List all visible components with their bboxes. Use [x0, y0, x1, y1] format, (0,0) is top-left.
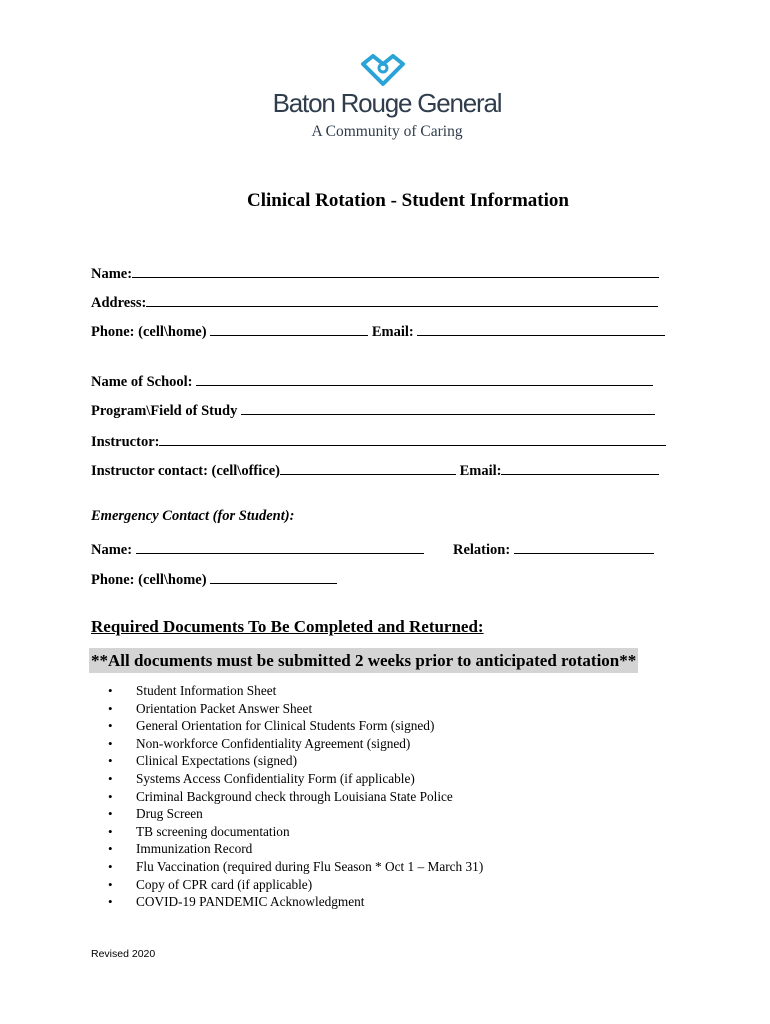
required-docs-list: [108, 682, 483, 911]
emergency-phone-label: Phone: (cell\home): [91, 572, 207, 588]
list-item: • Drug Screen: [108, 806, 203, 822]
emergency-name-label: Name:: [91, 542, 133, 558]
list-item: • Systems Access Confidentiality Form (if applicable): [108, 770, 415, 786]
instructor-field[interactable]: [159, 430, 666, 446]
list-item: • Criminal Background check through Louisiana State Police: [108, 788, 453, 804]
list-item: • Copy of CPR card (if applicable): [108, 876, 313, 892]
list-item: • Flu Vaccination (required during Flu Season * Oct 1 – March 31): [108, 858, 484, 874]
revised-note: Revised 2020: [91, 948, 156, 960]
bullet-icon: •: [108, 700, 113, 716]
bullet-icon: •: [108, 735, 113, 751]
instructor-contact-label: Instructor contact: (cell\office): [91, 463, 280, 479]
emergency-relation-field[interactable]: [514, 538, 654, 554]
bullet-icon: •: [108, 876, 113, 892]
emergency-name-field[interactable]: [136, 538, 424, 554]
list-item: • Student Information Sheet: [108, 683, 277, 698]
student-email-label: Email:: [371, 324, 414, 340]
bullet-icon: •: [108, 683, 113, 698]
bullet-icon: •: [108, 823, 113, 839]
emergency-relation-label: Relation:: [453, 542, 511, 558]
bullet-icon: •: [108, 788, 113, 804]
list-item: • TB screening documentation: [108, 823, 290, 839]
bullet-icon: •: [108, 770, 113, 786]
program-row: [91, 399, 655, 419]
org-name: Baton Rouge General: [272, 88, 502, 118]
bullet-icon: •: [108, 858, 113, 874]
program-field[interactable]: [241, 399, 655, 415]
list-item: • General Orientation for Clinical Students Form (signed): [108, 718, 435, 734]
list-item: • COVID-19 PANDEMIC Acknowledgment: [108, 894, 365, 910]
student-address-field[interactable]: [146, 291, 658, 307]
student-name-field[interactable]: [132, 262, 659, 278]
student-phone-label: Phone: (cell\home): [91, 324, 207, 340]
submission-deadline-note: **All documents must be submitted 2 weeks prior to anticipated rotation**: [89, 648, 638, 673]
emergency-name-row: [91, 538, 424, 558]
program-label: Program\Field of Study: [91, 403, 238, 419]
bullet-icon: •: [108, 718, 113, 734]
heart-logo-icon: [356, 54, 418, 88]
brand-logo: [264, 54, 514, 146]
instructor-email-field[interactable]: [501, 459, 659, 475]
school-name-row: [91, 370, 653, 390]
list-item: • Clinical Expectations (signed): [108, 753, 297, 769]
student-name-label: Name:: [91, 266, 133, 282]
bullet-icon: •: [108, 894, 113, 910]
org-tagline: A Community of Caring: [311, 123, 463, 140]
bullet-icon: •: [108, 806, 113, 822]
instructor-label: Instructor:: [91, 434, 160, 450]
instructor-email-label: Email:: [459, 463, 502, 479]
instructor-row: [91, 430, 666, 450]
required-docs-heading: Required Documents To Be Completed and Returned:: [91, 617, 484, 636]
school-name-label: Name of School:: [91, 374, 193, 390]
bullet-icon: •: [108, 753, 113, 769]
instructor-contact-row: [91, 459, 659, 479]
emergency-phone-field[interactable]: [210, 568, 337, 584]
page-title: Clinical Rotation - Student Information: [247, 190, 569, 211]
student-address-row: [91, 291, 658, 311]
student-email-field[interactable]: [417, 320, 665, 336]
emergency-relation-row: [453, 538, 654, 558]
student-phone-field[interactable]: [210, 320, 368, 336]
instructor-contact-field[interactable]: [280, 459, 456, 475]
student-name-row: [91, 262, 659, 282]
student-address-label: Address:: [91, 295, 147, 311]
school-name-field[interactable]: [196, 370, 653, 386]
emergency-heading: Emergency Contact (for Student):: [91, 508, 295, 524]
list-item: • Orientation Packet Answer Sheet: [108, 700, 313, 716]
list-item: • Immunization Record: [108, 841, 253, 857]
emergency-phone-row: [91, 568, 337, 588]
student-phone-row: [91, 320, 665, 340]
bullet-icon: •: [108, 841, 113, 857]
list-item: • Non-workforce Confidentiality Agreement (signed): [108, 735, 411, 751]
